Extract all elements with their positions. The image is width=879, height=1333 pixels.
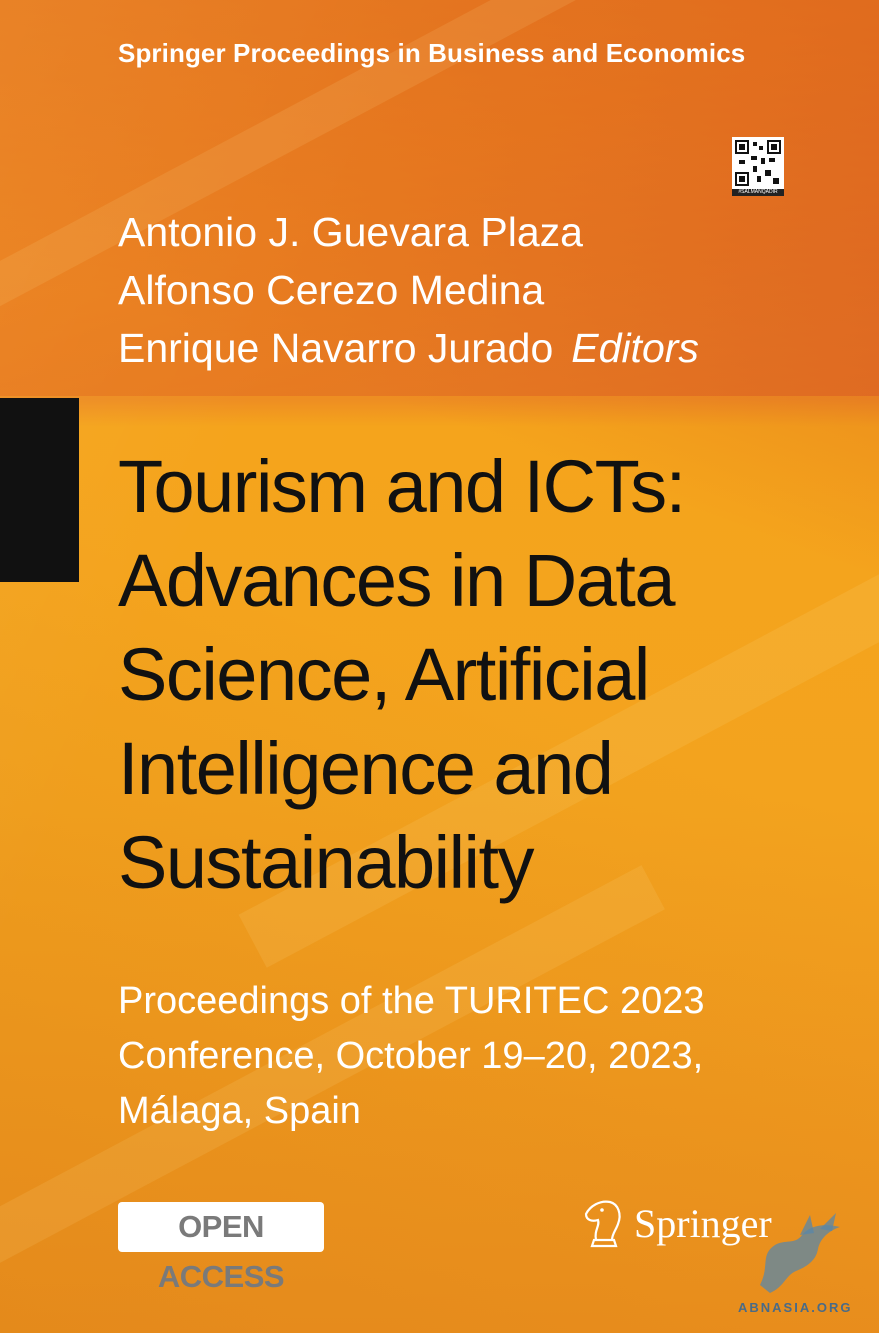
- qr-caption: #SALMANQADIR: [732, 189, 784, 196]
- title-line: Advances in Data: [118, 539, 675, 622]
- editors-block: [118, 203, 699, 377]
- springer-logo: [578, 1196, 772, 1256]
- subtitle-line: Málaga, Spain: [118, 1090, 361, 1132]
- qr-code-icon: [735, 140, 781, 186]
- title-line: Sustainability: [118, 821, 534, 904]
- book-title: [118, 440, 858, 910]
- open-access-badge: OPEN ACCESS: [118, 1202, 324, 1252]
- qr-code: [732, 137, 784, 189]
- subtitle-line: Proceedings of the TURITEC 2023: [118, 980, 705, 1022]
- chess-knight-icon: [578, 1196, 628, 1250]
- title-line: Science, Artificial: [118, 633, 649, 716]
- title-line: Intelligence and: [118, 727, 613, 810]
- dragon-watermark-icon: [740, 1205, 850, 1300]
- series-name: Springer Proceedings in Business and Economics: [118, 38, 746, 68]
- publisher-name: Springer: [634, 1201, 772, 1246]
- subtitle-line: Conference, October 19–20, 2023,: [118, 1035, 704, 1077]
- editor-name: Alfonso Cerezo Medina: [118, 267, 545, 313]
- black-tab: [0, 398, 79, 582]
- editor-name: Antonio J. Guevara Plaza: [118, 209, 583, 255]
- title-line: Tourism and ICTs:: [118, 445, 685, 528]
- editor-name: Enrique Navarro Jurado: [118, 325, 554, 371]
- editor-line: [118, 319, 699, 377]
- book-subtitle: [118, 974, 838, 1139]
- watermark-text: ABNASIA.ORG: [738, 1300, 853, 1315]
- editors-role: Editors: [571, 325, 699, 371]
